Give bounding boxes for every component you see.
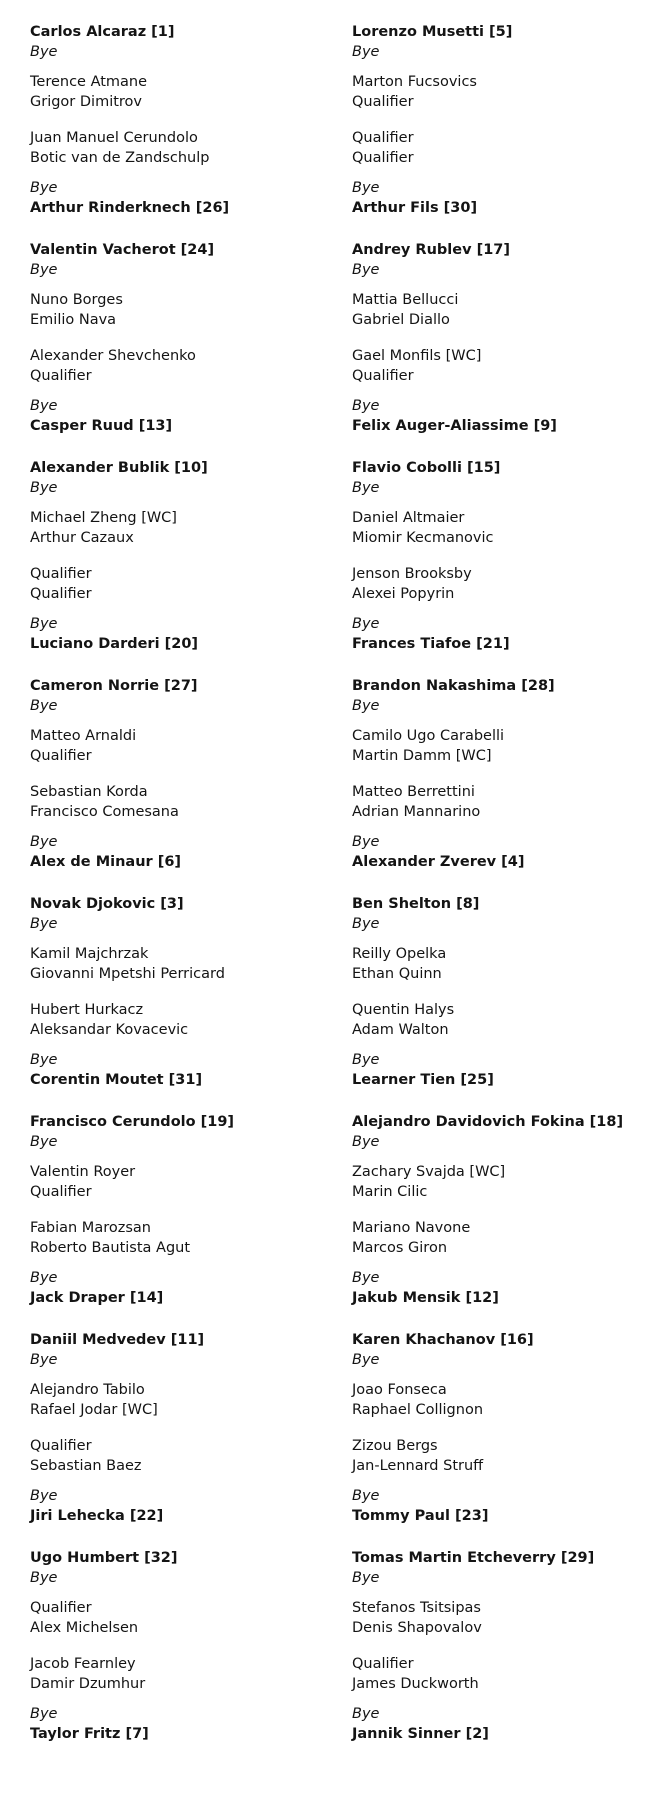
bye-label: Bye <box>30 1488 58 1504</box>
seeded-player: Jack Draper [14] <box>30 1290 164 1306</box>
player-name: Miomir Kecmanovic <box>352 530 494 546</box>
player-name: Qualifier <box>30 586 92 602</box>
bye-label: Bye <box>352 616 380 632</box>
bye-label: Bye <box>352 698 380 714</box>
seeded-player: Cameron Norrie [27] <box>30 678 198 694</box>
seeded-player: Andrey Rublev [17] <box>352 242 511 258</box>
player-name: Qualifier <box>352 1656 414 1672</box>
player-name: Zachary Svajda [WC] <box>352 1164 506 1180</box>
player-name: Fabian Marozsan <box>30 1220 151 1236</box>
seeded-player: Alejandro Davidovich Fokina [18] <box>352 1114 624 1130</box>
player-name: Marton Fucsovics <box>352 74 477 90</box>
bye-label: Bye <box>352 916 380 932</box>
seeded-player: Karen Khachanov [16] <box>352 1332 534 1348</box>
player-name: Qualifier <box>30 748 92 764</box>
bye-label: Bye <box>352 1570 380 1586</box>
seeded-player: Brandon Nakashima [28] <box>352 678 555 694</box>
bye-label: Bye <box>30 1706 58 1722</box>
player-name: Stefanos Tsitsipas <box>352 1600 481 1616</box>
player-name: Hubert Hurkacz <box>30 1002 144 1018</box>
player-name: Grigor Dimitrov <box>30 94 142 110</box>
player-name: Giovanni Mpetshi Perricard <box>30 966 225 982</box>
bye-label: Bye <box>352 1352 380 1368</box>
bye-label: Bye <box>352 1052 380 1068</box>
bye-label: Bye <box>352 1488 380 1504</box>
player-name: Emilio Nava <box>30 312 117 328</box>
seeded-player: Lorenzo Musetti [5] <box>352 24 513 40</box>
player-name: Ethan Quinn <box>352 966 442 982</box>
player-name: Arthur Cazaux <box>30 530 134 546</box>
bye-label: Bye <box>352 1706 380 1722</box>
bye-label: Bye <box>352 480 380 496</box>
seeded-player: Taylor Fritz [7] <box>30 1726 149 1742</box>
seeded-player: Ugo Humbert [32] <box>30 1550 178 1566</box>
bye-label: Bye <box>352 180 380 196</box>
seeded-player: Tomas Martin Etcheverry [29] <box>352 1550 595 1566</box>
player-name: Raphael Collignon <box>352 1402 484 1418</box>
player-name: Jacob Fearnley <box>30 1656 136 1672</box>
player-name: James Duckworth <box>352 1676 479 1692</box>
player-name: Qualifier <box>30 566 92 582</box>
bye-label: Bye <box>30 398 58 414</box>
player-name: Reilly Opelka <box>352 946 447 962</box>
player-name: Damir Dzumhur <box>30 1676 146 1692</box>
player-name: Botic van de Zandschulp <box>30 150 210 166</box>
player-name: Qualifier <box>30 1438 92 1454</box>
seeded-player: Arthur Fils [30] <box>352 200 478 216</box>
bye-label: Bye <box>352 44 380 60</box>
bye-label: Bye <box>30 1352 58 1368</box>
bye-label: Bye <box>352 834 380 850</box>
seeded-player: Tommy Paul [23] <box>352 1508 489 1524</box>
bye-label: Bye <box>30 616 58 632</box>
player-name: Alexander Shevchenko <box>30 348 196 364</box>
player-name: Kamil Majchrzak <box>30 946 149 962</box>
player-name: Qualifier <box>352 130 414 146</box>
player-name: Michael Zheng [WC] <box>30 510 177 526</box>
bye-label: Bye <box>352 262 380 278</box>
seeded-player: Novak Djokovic [3] <box>30 896 184 912</box>
seeded-player: Carlos Alcaraz [1] <box>30 24 175 40</box>
bye-label: Bye <box>30 916 58 932</box>
seeded-player: Arthur Rinderknech [26] <box>30 200 230 216</box>
player-name: Jan-Lennard Struff <box>352 1458 484 1474</box>
player-name: Juan Manuel Cerundolo <box>30 130 198 146</box>
bye-label: Bye <box>30 1270 58 1286</box>
player-name: Qualifier <box>30 1600 92 1616</box>
player-name: Qualifier <box>352 94 414 110</box>
player-name: Sebastian Baez <box>30 1458 142 1474</box>
bye-label: Bye <box>30 834 58 850</box>
player-name: Joao Fonseca <box>352 1382 447 1398</box>
player-name: Gael Monfils [WC] <box>352 348 482 364</box>
player-name: Qualifier <box>352 150 414 166</box>
seeded-player: Felix Auger-Aliassime [9] <box>352 418 557 434</box>
player-name: Jenson Brooksby <box>352 566 472 582</box>
player-name: Mattia Bellucci <box>352 292 459 308</box>
seeded-player: Ben Shelton [8] <box>352 896 480 912</box>
seeded-player: Jiri Lehecka [22] <box>30 1508 164 1524</box>
seeded-player: Jakub Mensik [12] <box>352 1290 499 1306</box>
player-name: Rafael Jodar [WC] <box>30 1402 158 1418</box>
bye-label: Bye <box>30 262 58 278</box>
bye-label: Bye <box>30 1052 58 1068</box>
seeded-player: Jannik Sinner [2] <box>352 1726 489 1742</box>
seeded-player: Francisco Cerundolo [19] <box>30 1114 235 1130</box>
player-name: Matteo Berrettini <box>352 784 475 800</box>
player-name: Adam Walton <box>352 1022 449 1038</box>
player-name: Valentin Royer <box>30 1164 136 1180</box>
player-name: Adrian Mannarino <box>352 804 481 820</box>
seeded-player: Casper Ruud [13] <box>30 418 173 434</box>
player-name: Quentin Halys <box>352 1002 455 1018</box>
bye-label: Bye <box>352 398 380 414</box>
seeded-player: Frances Tiafoe [21] <box>352 636 510 652</box>
player-name: Marin Cilic <box>352 1184 428 1200</box>
player-name: Zizou Bergs <box>352 1438 438 1454</box>
player-name: Daniel Altmaier <box>352 510 465 526</box>
seeded-player: Learner Tien [25] <box>352 1072 494 1088</box>
player-name: Camilo Ugo Carabelli <box>352 728 505 744</box>
bye-label: Bye <box>30 698 58 714</box>
player-name: Aleksandar Kovacevic <box>30 1022 189 1038</box>
seeded-player: Luciano Darderi [20] <box>30 636 199 652</box>
player-name: Terence Atmane <box>30 74 148 90</box>
seeded-player: Alex de Minaur [6] <box>30 854 182 870</box>
player-name: Qualifier <box>352 368 414 384</box>
player-name: Qualifier <box>30 1184 92 1200</box>
bye-label: Bye <box>30 44 58 60</box>
player-name: Francisco Comesana <box>30 804 179 820</box>
bye-label: Bye <box>30 1570 58 1586</box>
player-name: Gabriel Diallo <box>352 312 450 328</box>
bye-label: Bye <box>352 1270 380 1286</box>
player-name: Alexei Popyrin <box>352 586 455 602</box>
player-name: Denis Shapovalov <box>352 1620 482 1636</box>
player-name: Roberto Bautista Agut <box>30 1240 191 1256</box>
seeded-player: Alexander Bublik [10] <box>30 460 208 476</box>
player-name: Alejandro Tabilo <box>30 1382 145 1398</box>
seeded-player: Alexander Zverev [4] <box>352 854 525 870</box>
player-name: Mariano Navone <box>352 1220 471 1236</box>
seeded-player: Valentin Vacherot [24] <box>30 242 215 258</box>
seeded-player: Flavio Cobolli [15] <box>352 460 501 476</box>
seeded-player: Daniil Medvedev [11] <box>30 1332 205 1348</box>
player-name: Matteo Arnaldi <box>30 728 137 744</box>
player-name: Sebastian Korda <box>30 784 148 800</box>
player-name: Qualifier <box>30 368 92 384</box>
player-name: Martin Damm [WC] <box>352 748 492 764</box>
bye-label: Bye <box>30 180 58 196</box>
player-name: Alex Michelsen <box>30 1620 139 1636</box>
bye-label: Bye <box>30 480 58 496</box>
player-name: Nuno Borges <box>30 292 123 308</box>
player-name: Marcos Giron <box>352 1240 448 1256</box>
bye-label: Bye <box>30 1134 58 1150</box>
seeded-player: Corentin Moutet [31] <box>30 1072 203 1088</box>
bye-label: Bye <box>352 1134 380 1150</box>
